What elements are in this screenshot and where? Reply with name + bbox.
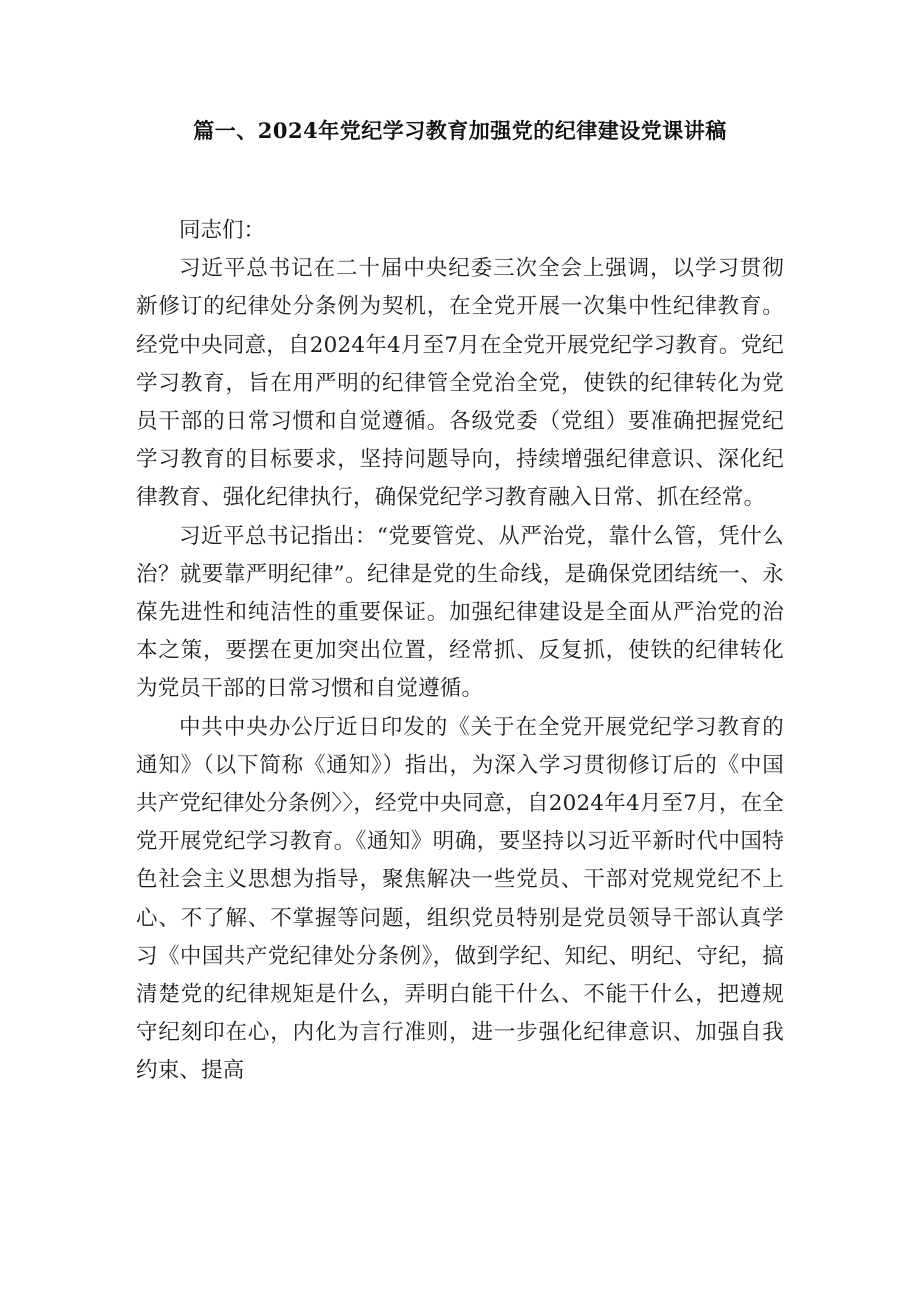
paragraph-3: 中共中央办公厅近日印发的《关于在全党开展党纪学习教育的通知》（以下简称《通知》）指出，为深入学习贯彻修订后的《中国共产党纪律处分条例〉〉，经党中央同意，自2024年4月至7月，在全党开展党纪学习教育。《通知》明确，要坚持以习近平新时代中国特色社会主义思想为指导，聚焦解决一些党员、干部对党规党纪不上心、不了解、不掌握等问题，组织党员特别是党员领导干部认真学习《中国共产党纪律处分条例》，做到学纪、知纪、明纪、守纪，搞清楚党的纪律规矩是什么，弄明白能干什么、不能干什么，把遵规守纪刻印在心，内化为言行准则，进一步强化纪律意识、加强自我约束、提高	[136, 714, 784, 1084]
paragraph-1: 习近平总书记在二十届中央纪委三次全会上强调，以学习贯彻新修订的纪律处分条例为契机，在全党开展一次集中性纪律教育。经党中央同意，自2024年4月至7月在全党开展党纪学习教育。党纪学习教育，旨在用严明的纪律管全党治全党，使铁的纪律转化为党员干部的日常习惯和自觉遵循。各级党委（党组）要准确把握党纪学习教育的目标要求，坚持问题导向，持续增强纪律意识、深化纪律教育、强化纪律执行，确保党纪学习教育融入日常、抓在经常。	[136, 256, 784, 511]
paragraph-2: 习近平总书记指出：“党要管党、从严治党，靠什么管，凭什么治？就要靠严明纪律”。纪律是党的生命线，是确保党团结统一、永葆先进性和纯洁性的重要保证。加强纪律建设是全面从严治党的治本之策，要摆在更加突出位置，经常抓、反复抓，使铁的纪律转化为党员干部的日常习惯和自觉遵循。	[136, 523, 784, 702]
salutation: 同志们：	[179, 218, 266, 243]
document-body	[136, 212, 784, 1091]
document-title: 篇一、2024年党纪学习教育加强党的纪律建设党课讲稿	[193, 118, 727, 143]
